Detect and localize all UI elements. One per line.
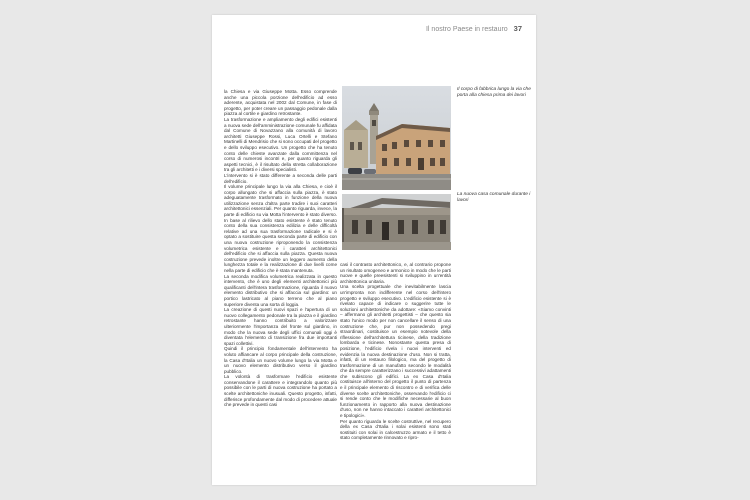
photo-building-construction — [342, 194, 451, 250]
paragraph: La creazione di questi nuovi spazi e l'apertura di un nuovo collegamento pedonale tra la piazza e il giardino retrostante hanno contribuito a valorizzare ulteriormente l'importanza del fronte sul giardino, in modo che la nuova sede degli uffici comunali oggi è diventata l'elemento di transizione fra due importanti spazi collettivi. — [224, 307, 337, 346]
photo-caption-construction: La nuova casa comunale durante i lavori — [457, 192, 531, 203]
paragraph: casi il contrasto architettonico, e, al contrario propone un risultato omogeneo e armonico in modo che le parti nuove e quelle preesistenti si sviluppino in un'entità architettonica unitaria. — [340, 262, 451, 284]
photo-building-before — [342, 86, 451, 190]
magazine-page — [212, 15, 536, 485]
paragraph: Il volume principale lungo la via alla Chiesa, e cioè il corpo allungato che si affaccia sulla piazza, è stato adeguatamente trasformato in funzione della nuova utilizzazione senza d'altra parte tradire i suoi caratteri architettonici essenziali. Per quanto riguarda, invece, la parte di edificio su via Motta l'intervento è stato diverso. In base al rilievo dello stato esistente è stato tenuto conto della sua consistenza edilizia e delle difficoltà relative ad una sua trasformazione radicale e si è optato a sostituire questa seconda parte di edificio con una nuova costruzione riproponendo la consistenza volumetrica esistente e i caratteri architettonici dell'edificio che si affaccia sulla piazza. Questa nuova costruzione prevede inoltre un leggero aumento della lunghezza totale e la realizzazione di due livelli come nella parte di edificio che è stata mantenuta. — [224, 184, 337, 273]
paragraph: la Chiesa e via Giuseppe Motta. Esso comprende anche una piccola porzione dell'edificio ad esso aderente, acquistata nel 2002 dal Comune, in fase di progetto, per poter creare un passaggio pedonale dalla piazza al cortile e giardino retrostante. — [224, 89, 337, 117]
running-header — [426, 24, 522, 33]
body-column-left — [224, 89, 337, 477]
paragraph: Per quanto riguarda le scelte costruttive, nel recupero della ex Casa d'Italia i solai esistenti sono stati sostituiti con solai in calcestruzzo armato e il tetto è stato completamente rinnovato e ripro- — [340, 418, 451, 441]
photo-caption-before: Il corpo di fabbrica lungo la via che porta alla chiesa prima dei lavori — [457, 87, 531, 98]
paragraph: La seconda modifica volumetrica realizzata in questo intervento, che è uno degli elementi architettonici più qualificanti dell'intera trasformazione, riguarda il nuovo elemento distributivo che si affaccia sul giardino: un portico lastricato al piano terreno che al piano superiore diventa una sorta di loggia. — [224, 273, 337, 307]
paragraph: Una scelta progettuale che inevitabilmente lascia un'impronta non indifferente nel corso dell'intero progetto e sviluppo esecutivo. L'edificio esistente si è rivelato capace di indicare o suggerire tutte le soluzioni architettoniche da adottare: «Siamo convinti – affermano gli architetti progettisti – che questo sia stato l'unico modo per non cancellare il senso di una costruzione che, pur non possedendo pregi straordinari, costituisce un esempio notevole della riflessione dell'architettura ticinese, della tradizione lombarda e ticinese. Nonostante questa presa di posizione, l'edificio rivela i nuovi interventi ed evidenzia la nuova destinazione d'uso. Non si tratta, infatti, di un restauro filologico, ma del progetto di trasformazione di un manufatto secondo le modalità che da sempre caratterizzano i successivi adattamenti che subiscono gli edifici. La ex Casa d'Italia costituisce all'interno del progetto il punto di partenza e il principale elemento di riscontro e di verifica delle diverse scelte architettoniche, osservando l'edificio ci si rende conto che le modifiche necessarie al buon funzionamento in rapporto alla nuova destinazione d'uso, non ne hanno intaccato i caratteri architettonici e tipologici». — [340, 284, 451, 419]
section-title: Il nostro Paese in restauro — [425, 26, 508, 33]
paragraph: L'intervento si è stato differente a seconda delle parti dell'edificio. — [224, 172, 337, 184]
body-column-right — [340, 262, 451, 478]
paragraph: La trasformazione e ampliamento degli edifici esistenti a nuova sede dell'amministrazione comunale fu affidata dal Comune di Novazzano alla comunità di lavoro architetti Giuseppe Rossi, Luca Ortelli e Stefano Martinelli di Mendrisio che si sono occupati del progetto e dello sviluppo esecutivo. Un progetto che ha tenuto conto delle chieste avanzate dalla committenza nel corso di numerosi incontri e, per quanto riguarda gli aspetti tecnici, è il risultato della stretta collaborazione tra gli architetti e i diversi specialisti. — [224, 116, 337, 173]
page-number: 37 — [513, 24, 522, 33]
paragraph: La volontà di trasformare l'edificio esistente conservandone il carattere e integrandolo quanto più possibile con le parti di nuova costruzione ha portato a scelte architettoniche inusuali. Questo progetto, infatti, differisce profondamente dal modo di procedere attuale che prevede in questi casi — [224, 374, 337, 408]
paragraph: Quindi il principio fondamentale dell'intervento ha voluto affiancare al corpo principale della costruzione, la Casa d'Italia un nuovo volume lungo la via Motta e un nuovo elemento distributivo verso il giardino pubblico. — [224, 346, 337, 374]
